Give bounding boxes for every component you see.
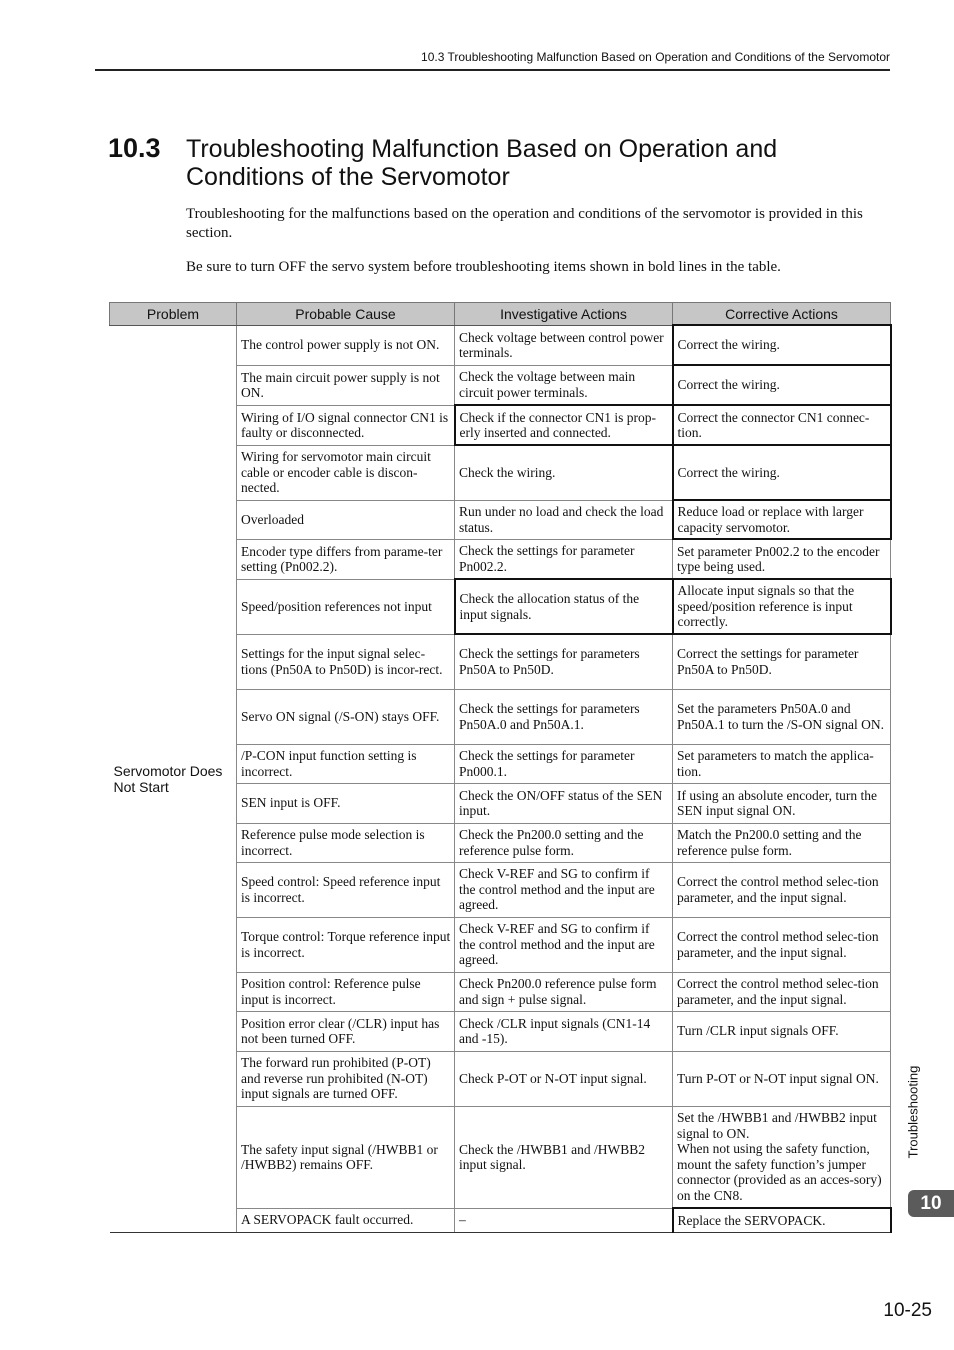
table-row [110, 325, 891, 365]
correct-cell: Reduce load or replace with larger capacity servomotor. [673, 500, 891, 539]
safety-note-paragraph: Be sure to turn OFF the servo system before troubleshooting items shown in bold lines in the table. [186, 259, 781, 275]
investigate-cell: Check Pn200.0 reference pulse form and sign + pulse signal. [455, 972, 673, 1011]
page-number: 10-25 [883, 1300, 932, 1321]
investigate-cell: Check V-REF and SG to confirm if the control method and the input are agreed. [455, 862, 673, 917]
header-probable-cause: Probable Cause [237, 303, 455, 326]
cause-cell: /P-CON input function setting is incorrect. [237, 744, 455, 783]
investigate-cell: Check the /HWBB1 and /HWBB2 input signal. [455, 1106, 673, 1208]
correct-cell: Correct the control method selec-tion parameter, and the input signal. [673, 972, 891, 1011]
correct-cell: Turn P-OT or N-OT input signal ON. [673, 1051, 891, 1106]
investigate-cell: Check /CLR input signals (CN1-14 and -15). [455, 1011, 673, 1051]
chapter-side-label-text: Troubleshooting [905, 1065, 921, 1159]
correct-cell: Allocate input signals so that the speed/position reference is input correctly. [673, 579, 891, 634]
correct-cell: Replace the SERVOPACK. [673, 1208, 891, 1232]
cause-cell: Position control: Reference pulse input is incorrect. [237, 972, 455, 1011]
correct-cell: Correct the wiring. [673, 325, 891, 365]
investigate-cell: – [455, 1208, 673, 1232]
correct-cell: Correct the control method selec-tion parameter, and the input signal. [673, 917, 891, 972]
cause-cell: Servo ON signal (/S-ON) stays OFF. [237, 689, 455, 744]
investigate-cell: Check V-REF and SG to confirm if the control method and the input are agreed. [455, 917, 673, 972]
chapter-side-label [904, 1060, 922, 1164]
investigate-cell: Check the allocation status of the input signals. [455, 579, 673, 634]
investigate-cell: Check voltage between control power terminals. [455, 325, 673, 365]
cause-cell: Torque control: Torque reference input is incorrect. [237, 917, 455, 972]
correct-cell: Correct the connector CN1 connec-tion. [673, 405, 891, 445]
section-title: Troubleshooting Malfunction Based on Operation and Conditions of the Servomotor [186, 135, 778, 191]
correct-cell: Correct the control method selec-tion parameter, and the input signal. [673, 862, 891, 917]
cause-cell: A SERVOPACK fault occurred. [237, 1208, 455, 1232]
cause-cell: Overloaded [237, 500, 455, 539]
correct-cell: Correct the wiring. [673, 365, 891, 405]
correct-cell: If using an absolute encoder, turn the SEN input signal ON. [673, 783, 891, 823]
cause-cell: Settings for the input signal selec-tions (Pn50A to Pn50D) is incor-rect. [237, 634, 455, 689]
header-rule [95, 69, 890, 71]
chapter-tab: 10 [908, 1190, 954, 1217]
table-header-row [110, 303, 891, 326]
correct-cell: Set parameter Pn002.2 to the encoder type being used. [673, 539, 891, 579]
investigate-cell: Check the voltage between main circuit power terminals. [455, 365, 673, 405]
cause-cell: The forward run prohibited (P-OT) and reverse run prohibited (N-OT) input signals are turned OFF. [237, 1051, 455, 1106]
investigate-cell: Check the settings for parameter Pn002.2. [455, 539, 673, 579]
investigate-cell: Check P-OT or N-OT input signal. [455, 1051, 673, 1106]
correct-cell: Turn /CLR input signals OFF. [673, 1011, 891, 1051]
running-header: 10.3 Troubleshooting Malfunction Based on Operation and Conditions of the Servomotor [421, 50, 890, 64]
cause-cell: Reference pulse mode selection is incorrect. [237, 823, 455, 862]
investigate-cell: Check the Pn200.0 setting and the reference pulse form. [455, 823, 673, 862]
correct-cell: Set the parameters Pn50A.0 and Pn50A.1 to turn the /S-ON signal ON. [673, 689, 891, 744]
header-investigative-actions: Investigative Actions [455, 303, 673, 326]
cause-cell: Wiring for servomotor main circuit cable or encoder cable is discon-nected. [237, 445, 455, 500]
header-problem: Problem [110, 303, 237, 326]
intro-paragraph: Troubleshooting for the malfunctions based on the operation and conditions of the servomotor is provided in this section. [186, 206, 863, 241]
cause-cell: SEN input is OFF. [237, 783, 455, 823]
cause-cell: Position error clear (/CLR) input has not been turned OFF. [237, 1011, 455, 1051]
cause-cell: Wiring of I/O signal connector CN1 is faulty or disconnected. [237, 405, 455, 445]
investigate-cell: Check the settings for parameters Pn50A to Pn50D. [455, 634, 673, 689]
investigate-cell: Check the ON/OFF status of the SEN input. [455, 783, 673, 823]
investigate-cell: Check the settings for parameter Pn000.1. [455, 744, 673, 783]
investigate-cell: Run under no load and check the load status. [455, 500, 673, 539]
cause-cell: The safety input signal (/HWBB1 or /HWBB2) remains OFF. [237, 1106, 455, 1208]
troubleshooting-table [109, 302, 892, 1233]
correct-cell: Correct the wiring. [673, 445, 891, 500]
investigate-cell: Check the wiring. [455, 445, 673, 500]
cause-cell: Encoder type differs from parame-ter setting (Pn002.2). [237, 539, 455, 579]
investigate-cell: Check the settings for parameters Pn50A.0 and Pn50A.1. [455, 689, 673, 744]
correct-cell: Set the /HWBB1 and /HWBB2 input signal to ON. When not using the safety function, mount the safety function’s jumper connector (provided as an acces-sory) on the CN8. [673, 1106, 891, 1208]
cause-cell: Speed control: Speed reference input is incorrect. [237, 862, 455, 917]
investigate-cell: Check if the connector CN1 is prop-erly inserted and connected. [455, 405, 673, 445]
section-number: 10.3 [108, 133, 161, 163]
correct-cell: Correct the settings for parameter Pn50A to Pn50D. [673, 634, 891, 689]
problem-cell: Servomotor Does Not Start [110, 325, 237, 1232]
cause-cell: The control power supply is not ON. [237, 325, 455, 365]
correct-cell: Set parameters to match the applica-tion. [673, 744, 891, 783]
correct-cell: Match the Pn200.0 setting and the reference pulse form. [673, 823, 891, 862]
header-corrective-actions: Corrective Actions [673, 303, 891, 326]
cause-cell: Speed/position references not input [237, 579, 455, 634]
cause-cell: The main circuit power supply is not ON. [237, 365, 455, 405]
